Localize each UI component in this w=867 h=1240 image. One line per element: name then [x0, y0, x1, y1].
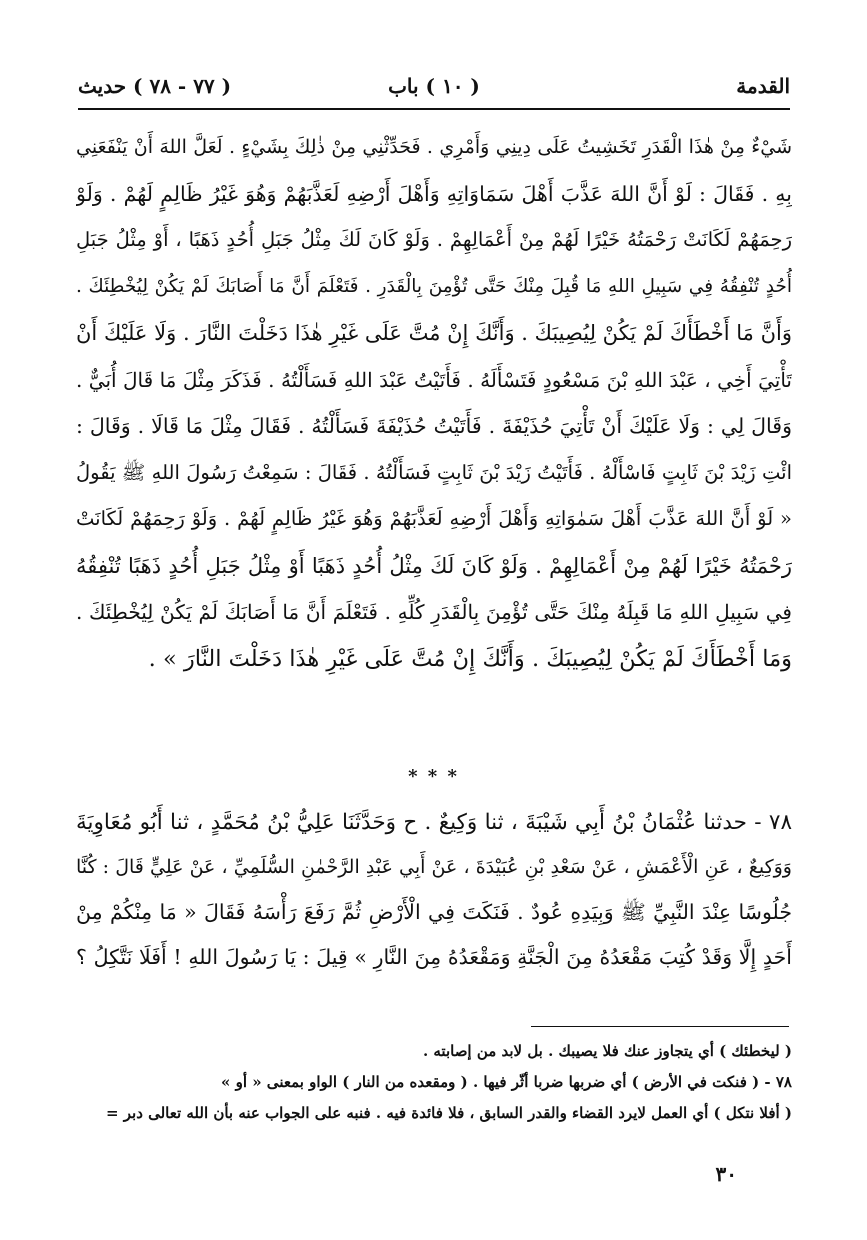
text-line: تَأْتِيَ أَخِي ، عَبْدَ اللهِ بْنَ مَسْعُودٍ فَتَسْأَلَهُ . فَأَتَيْتُ عَبْدَ اللهِ فَسَأَلْتُهُ . فَذَكَرَ مِثْلَ مَا قَالَ أُبَيٌّ .	[76, 367, 792, 392]
text-line: رَحِمَهُمْ لَكَانَتْ رَحْمَتُهُ خَيْرًا لَهُمْ مِنْ أَعْمَالِهِمْ . وَلَوْ كَانَ لَكَ مِثْلُ جَبَلِ أُحُدٍ ذَهَبًا ، أَوْ مِثْلُ جَبَلِ	[76, 228, 792, 251]
text-line: بِهِ . فَقَالَ : لَوْ أَنَّ اللهَ عَذَّبَ أَهْلَ سَمَاوَاتِهِ وَأَهْلَ أَرْضِهِ لَعَذَّبَهُمْ وَهُوَ غَيْرُ ظَالِمٍ لَهُمْ . وَلَوْ	[76, 181, 792, 206]
footnotes	[76, 1036, 792, 1129]
header-chapter: ( ١٠ ) باب	[388, 74, 480, 98]
text-line: جُلُوسًا عِنْدَ النَّبِيِّ ﷺ وَبِيَدِهِ عُودٌ . فَنَكَتَ فِي الْأَرْضِ ثُمَّ رَفَعَ رَأْسَهُ فَقَالَ « مَا مِنْكُمْ مِنْ	[76, 900, 792, 924]
text-line: « لَوْ أَنَّ اللهَ عَذَّبَ أَهْلَ سَمٰوَاتِهِ وَأَهْلَ أَرْضِهِ لَعَذَّبَهُمْ وَهُوَ غَيْرُ ظَالِمٍ لَهُمْ . وَلَوْ رَحِمَهُمْ لَكَانَتْ	[76, 507, 792, 530]
text-line: ٧٨ - حدثنا عُثْمَانُ بْنُ أَبِي شَيْبَةَ ، ثنا وَكِيعٌ . ح وَحَدَّثَنَا عَلِيُّ بْنُ مُحَمَّدٍ ، ثنا أَبُو مُعَاوِيَةَ	[76, 810, 792, 835]
text-line: شَيْءٌ مِنْ هٰذَا الْقَدَرِ تَخَشِيتُ عَلَى دِينِي وَأَمْرِي . فَحَدِّثْنِي مِنْ ذٰلِكَ بِشَيْءٍ . لَعَلَّ اللهَ أَنْ يَنْفَعَنِي	[76, 136, 792, 158]
hadith-78	[76, 800, 792, 980]
footnote: ( أفلا نتكل ) أي العمل لايرد القضاء والقدر السابق ، فلا فائدة فيه . فنبه على الجواب عنه بأن الله تعالى دبر =	[105, 1104, 792, 1122]
text-line: أُحُدٍ تُنْفِقُهُ فِي سَبِيلِ اللهِ مَا قُبِلَ مِنْكَ حَتَّى تُؤْمِنَ بِالْقَدَرِ . فَتَعْلَمَ أَنَّ مَا أَصَابَكَ لَمْ يَكُنْ لِيُخْطِئَكَ .	[76, 275, 792, 297]
text-line: ائْتِ زَيْدَ بْنَ ثَابِتٍ فَاسْأَلْهُ . فَأَتَيْتُ زَيْدَ بْنَ ثَابِتٍ فَسَأَلْتُهُ . فَقَالَ : سَمِعْتُ رَسُولَ اللهِ ﷺ يَقُولُ	[76, 460, 792, 484]
text-line: وَقَالَ لِي : وَلَا عَلَيْكَ أَنْ تَأْتِيَ حُذَيْفَةَ . فَأَتَيْتُ حُذَيْفَةَ فَسَأَلْتُهُ . فَقَالَ مِثْلَ مَا قَالَا . وَقَالَ :	[76, 414, 792, 438]
header-book-section: القدمة	[736, 74, 790, 98]
text-line: وَمَا أَخْطَأَكَ لَمْ يَكُنْ لِيُصِيبَكَ . وَأَنَّكَ إِنْ مُتَّ عَلَى غَيْرِ هٰذَا دَخَلْتَ النَّارَ » .	[148, 645, 792, 672]
footnote-divider	[531, 1026, 789, 1027]
hadith-77-continuation	[76, 124, 792, 682]
page-number: ٣٠	[715, 1162, 737, 1186]
text-line: أَحَدٍ إِلَّا وَقَدْ كُتِبَ مَقْعَدُهُ مِنَ الْجَنَّةِ وَمَقْعَدُهُ مِنَ النَّارِ » قِيلَ : يَا رَسُولَ اللهِ ! أَفَلَا نَتَّكِلُ ؟	[76, 945, 792, 969]
page-header	[78, 68, 790, 110]
text-line: وَأَنَّ مَا أَخْطَأَكَ لَمْ يَكُنْ لِيُصِيبَكَ . وَأَنَّكَ إِنْ مُتَّ عَلَى غَيْرِ هٰذَا دَخَلْتَ النَّارَ . وَلَا عَلَيْكَ أَنْ	[76, 321, 792, 345]
text-line: رَحْمَتُهُ خَيْرًا لَهُمْ مِنْ أَعْمَالِهِمْ . وَلَوْ كَانَ لَكَ مِثْلُ أُحُدٍ ذَهَبًا أَوْ مِثْلُ جَبَلِ أُحُدٍ ذَهَبًا تُنْفِقُهُ	[76, 553, 792, 578]
header-hadith-range: ( ٧٧ - ٧٨ ) حديث	[78, 74, 232, 98]
text-line: فِي سَبِيلِ اللهِ مَا قَبِلَهُ مِنْكَ حَتَّى تُؤْمِنَ بِالْقَدَرِ كُلِّهِ . فَتَعْلَمَ أَنَّ مَا أَصَابَكَ لَمْ يَكُنْ لِيُخْطِئَكَ .	[76, 600, 792, 624]
footnote: ٧٨ - ( فنكت في الأرض ) أي ضربها ضربا أثّر فيها . ( ومقعده من النار ) الواو بمعنى « أو »	[220, 1073, 792, 1091]
section-separator: * * *	[408, 766, 459, 787]
footnote: ( ليخطئك ) أي يتجاوز عنك فلا يصيبك . بل لابد من إصابته .	[422, 1042, 792, 1060]
text-line: وَوَكِيعٌ ، عَنِ الْأَعْمَشِ ، عَنْ سَعْدِ بْنِ عُبَيْدَةَ ، عَنْ أَبِي عَبْدِ الرَّحْمٰنِ السُّلَمِيِّ ، عَنْ عَلِيٍّ قَالَ : كُنَّا	[76, 856, 792, 878]
